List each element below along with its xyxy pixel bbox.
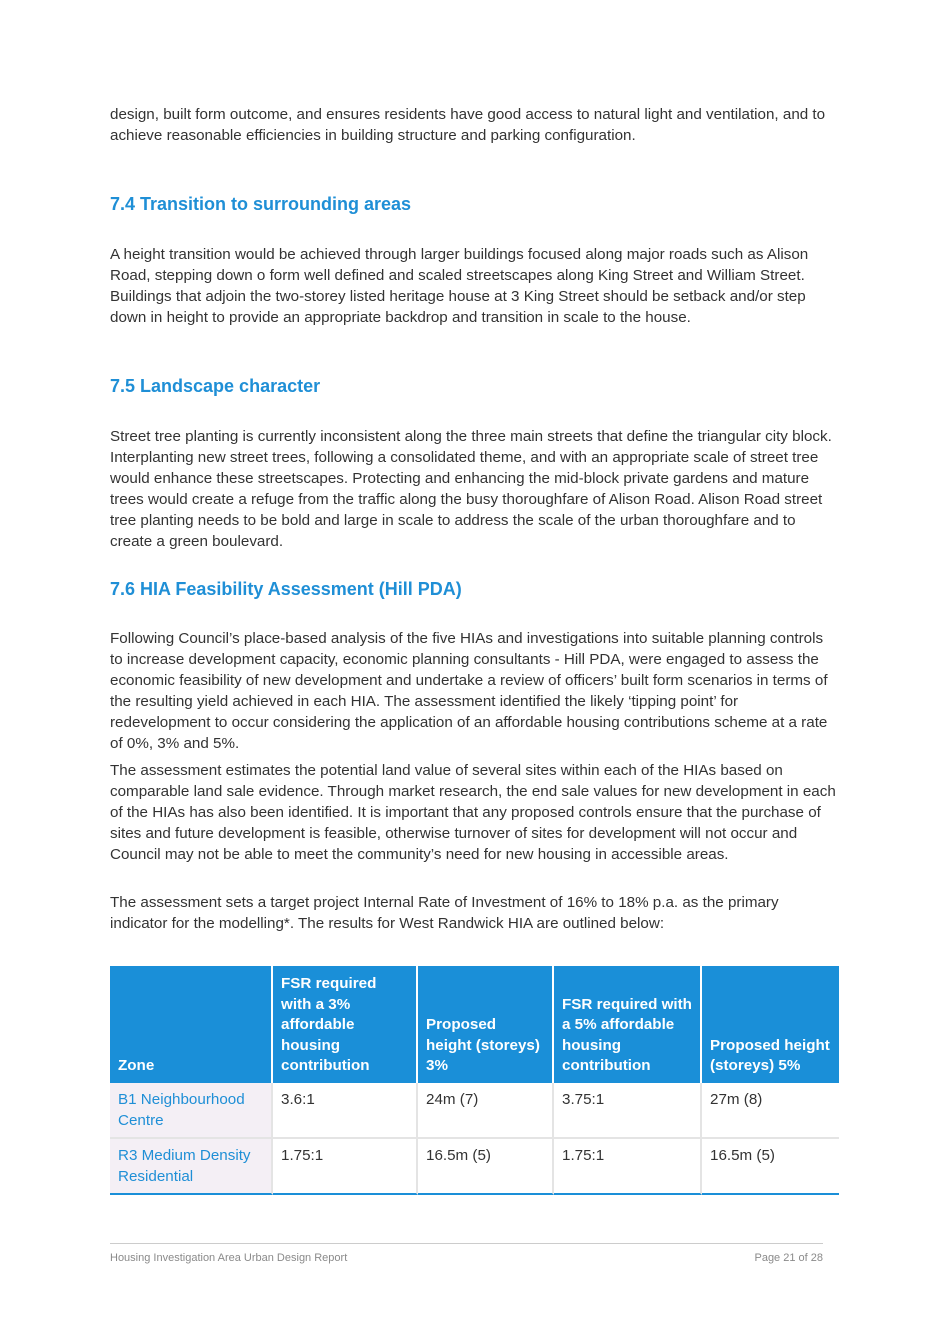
section-7-4-paragraph: A height transition would be achieved through larger buildings focused along major roads such as Alison Road, stepping down o form well defined and scaled streetscapes along King Street and William Street. Buildings that adjoin the two-storey listed heritage house at 3 King Street should be setback and/or step down in height to provide an appropriate backdrop and transition in scale to the house. [110,246,809,326]
table-cell: 16.5m (5) [702,1139,839,1195]
table-cell: 1.75:1 [554,1139,702,1195]
header-height-3: Proposed height (storeys) 3% [418,966,554,1083]
footer-page-number: Page 21 of 28 [754,1252,823,1264]
section-7-5-paragraph: Street tree planting is currently inconsistent along the three main streets that define the triangular city block. Interplanting new street trees, following a consolidated theme, and with an appropriate scale of street tree would enhance these streetscapes. Protecting and enhancing the mid-block private gardens and mature trees would create a refuge from the traffic along the busy thoroughfare of Alison Road. Alison Road street tree planting needs to be bold and large in scale to address the scale of the urban thoroughfare and to create a green boulevard. [110,428,832,550]
table-row [110,1083,839,1139]
table-cell: 16.5m (5) [418,1139,554,1195]
header-fsr-3: FSR required with a 3% affordable housing contribution [273,966,418,1083]
section-7-6-paragraph-3: The assessment sets a target project Internal Rate of Investment of 16% to 18% p.a. as the primary indicator for the modelling*. The results for West Randwick HIA are outlined below: [110,894,779,932]
section-7-6-paragraph-2: The assessment estimates the potential land value of several sites within each of the HIAs based on comparable land sale evidence. Through market research, the end sale values for new development in each of the HIAs has also been identified. It is important that any proposed controls ensure that the purchase of sites and future development is feasible, otherwise turnover of sites for development will not occur and Council may not be able to meet the community’s need for new housing in accessible areas. [110,762,836,863]
table-cell-zone: R3 Medium Density Residential [110,1139,273,1195]
footer-divider [110,1243,823,1244]
table-cell: 1.75:1 [273,1139,418,1195]
header-height-5: Proposed height (storeys) 5% [702,966,839,1083]
table-cell: 3.75:1 [554,1083,702,1139]
section-heading-7-4: 7.4 Transition to surrounding areas [110,194,412,214]
table-cell: 27m (8) [702,1083,839,1139]
section-heading-7-6: 7.6 HIA Feasibility Assessment (Hill PDA) [110,579,462,599]
header-zone: Zone [110,966,273,1083]
table-row [110,1139,839,1195]
table-header-row [110,966,839,1083]
intro-paragraph: design, built form outcome, and ensures residents have good access to natural light and ventilation, and to achieve reasonable efficiencies in building structure and parking configuration. [110,106,826,144]
section-heading-7-5: 7.5 Landscape character [110,376,321,396]
feasibility-table [110,966,839,1195]
section-7-6-paragraph-1: Following Council’s place-based analysis of the five HIAs and investigations into suitable planning controls to increase development capacity, economic planning consultants - Hill PDA, were engaged to assess the economic feasibility of new development and undertake a review of officers’ built form scenarios in terms of the resulting yield achieved in each HIA. The assessment identified the likely ‘tipping point’ for redevelopment to occur considering the application of an affordable housing contributions scheme at a rate of 0%, 3% and 5%. [110,630,828,752]
table-cell: 24m (7) [418,1083,554,1139]
table-cell-zone: B1 Neighbourhood Centre [110,1083,273,1139]
table-cell: 3.6:1 [273,1083,418,1139]
header-fsr-5: FSR required with a 5% affordable housing contribution [554,966,702,1083]
footer-document-title: Housing Investigation Area Urban Design Report [110,1252,348,1264]
